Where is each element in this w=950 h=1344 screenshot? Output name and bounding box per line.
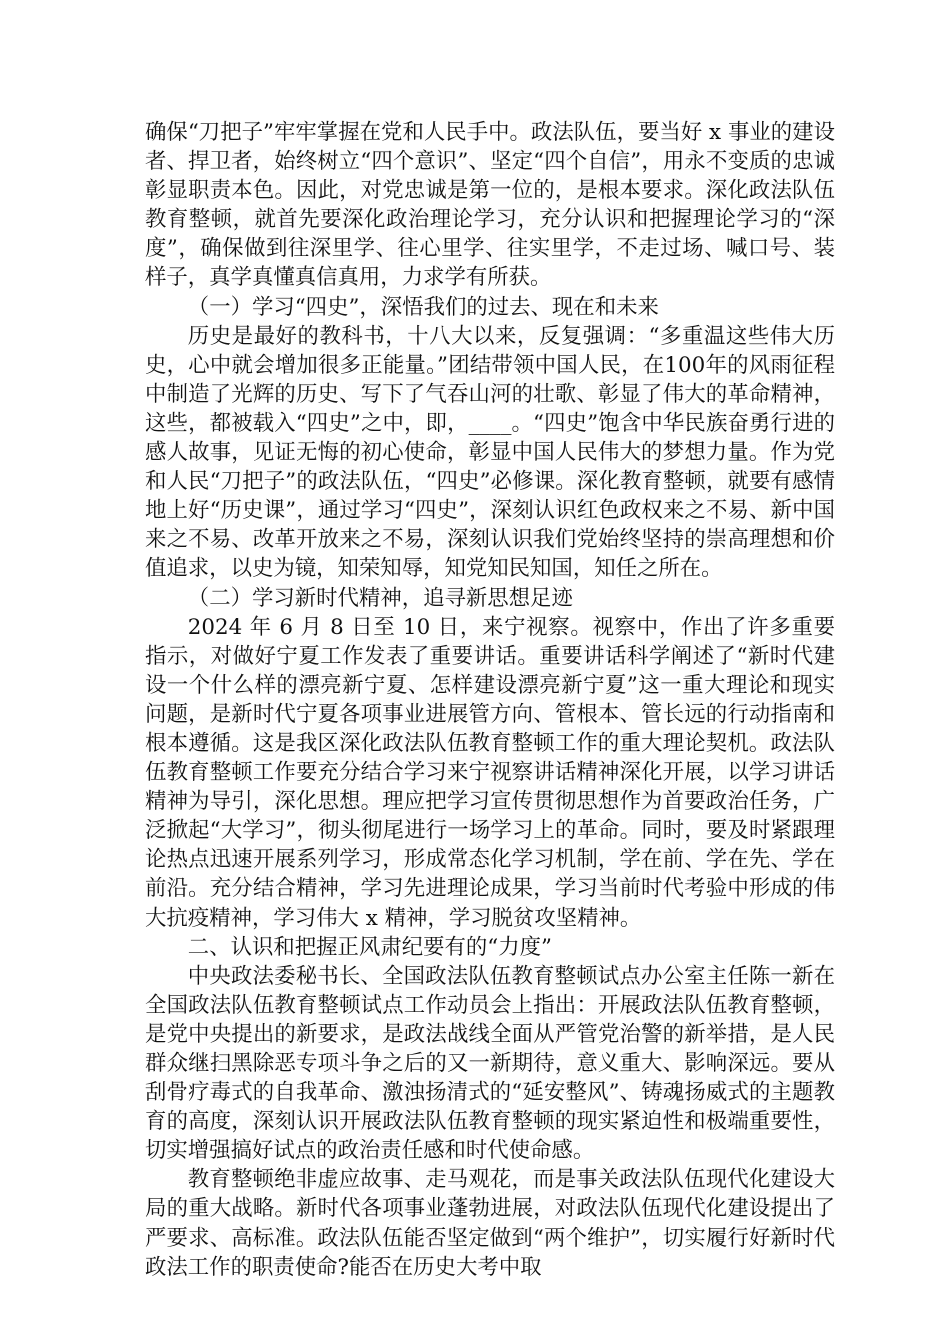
- paragraph-5: 教育整顿绝非虚应故事、走马观花，而是事关政法队伍现代化建设大局的重大战略。新时代各项事业蓬勃进展，对政法队伍现代化建设提出了严要求、高标准。政法队伍能否坚定做到“两个维护”，切实履行好新时代政法工作的职责使命?能否在历史大考中取: [145, 1167, 835, 1280]
- paragraph-4: 中央政法委秘书长、全国政法队伍教育整顿试点办公室主任陈一新在全国政法队伍教育整顿试点工作动员会上指出：开展政法队伍教育整顿，是党中央提出的新要求，是政法战线全面从严管党治警的新举措，是人民群众继扫黑除恶专项斗争之后的又一新期待，意义重大、影响深远。要从刮骨疗毒式的自我革命、激浊扬清式的“延安整风”、铸魂扬威式的主题教育的高度，深刻认识开展政法队伍教育整顿的现实紧迫性和极端重要性，切实增强搞好试点的政治责任感和时代使命感。: [145, 963, 835, 1164]
- document-body: [145, 118, 835, 1282]
- paragraph-2: 历史是最好的教科书，十八大以来，反复强调：“多重温这些伟大历史，心中就会增加很多正能量。”团结带领中国人民，在100年的风雨征程中制造了光辉的历史、写下了气吞山河的壮歌、彰显了伟大的革命精神，这些，都被载入“四史”之中，即，____。“四史”饱含中华民族奋勇行进的感人故事，见证无悔的初心使命，彰显中国人民伟大的梦想力量。作为党和人民“刀把子”的政法队伍，“四史”必修课。深化教育整顿，就要有感情地上好“历史课”，通过学习“四史”，深刻认识红色政权来之不易、新中国来之不易、改革开放来之不易，深刻认识我们党始终坚持的崇高理想和价值追求，以史为镜，知荣知辱，知党知民知国，知任之所在。: [145, 323, 835, 582]
- paragraph-1: 确保“刀把子”牢牢掌握在党和人民手中。政法队伍，要当好 x 事业的建设者、捍卫者，始终树立“四个意识”、坚定“四个自信”，用永不变质的忠诚彰显职责本色。因此，对党忠诚是第一位的，是根本要求。深化政法队伍教育整顿，就首先要深化政治理论学习，充分认识和把握理论学习的“深度”，确保做到往深里学、往心里学、往实里学，不走过场、喊口号、装样子，真学真懂真信真用，力求学有所获。: [145, 120, 835, 291]
- section-heading-2: （二）学习新时代精神，追寻新思想足迹: [187, 585, 573, 611]
- paragraph-3: 2024 年 6 月 8 日至 10 日，来宁视察。视察中，作出了许多重要指示，对做好宁夏工作发表了重要讲话。重要讲话科学阐述了“新时代建设一个什么样的漂亮新宁夏、怎样建设漂亮新宁夏”这一重大理论和现实问题，是新时代宁夏各项事业进展管方向、管根本、管长远的行动指南和根本遵循。这是我区深化政法队伍教育整顿工作的重大理论契机。政法队伍教育整顿工作要充分结合学习来宁视察讲话精神深化开展，以学习讲话精神为导引，深化思想。理应把学习宣传贯彻思想作为首要政治任务，广泛掀起“大学习”，彻头彻尾进行一场学习上的革命。同时，要及时紧跟理论热点迅速开展系列学习，形成常态化学习机制，学在前、学在先、学在前沿。充分结合精神，学习先进理论成果，学习当前时代考验中形成的伟大抗疫精神，学习伟大 x 精神，学习脱贫攻坚精神。: [145, 614, 835, 931]
- section-heading-3: 二、认识和把握正风肃纪要有的“力度”: [187, 934, 552, 960]
- section-heading-1: （一）学习“四史”，深悟我们的过去、现在和未来: [187, 294, 659, 320]
